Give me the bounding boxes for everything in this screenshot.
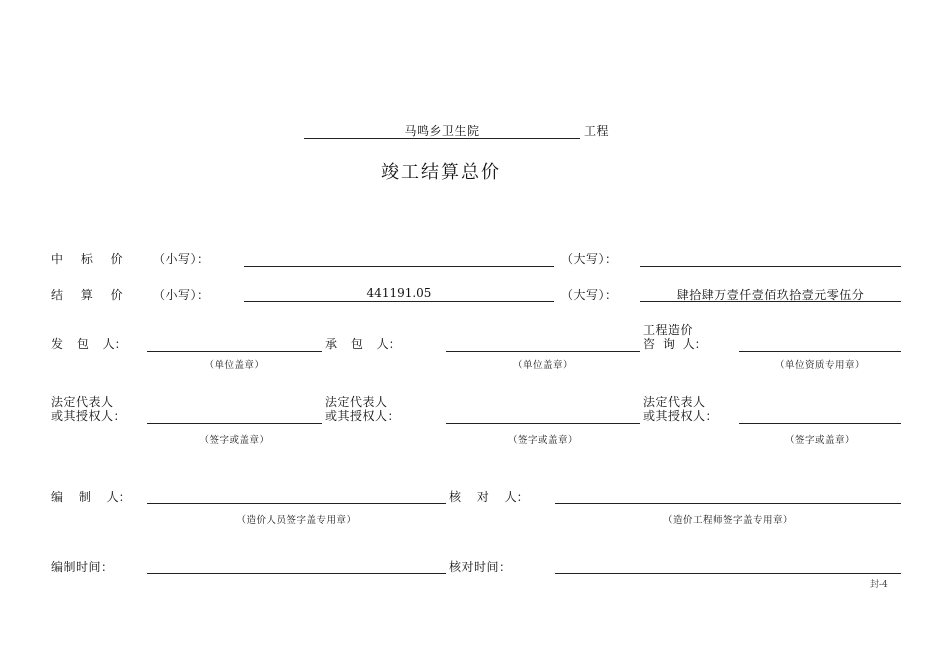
employer-label: [51, 335, 127, 352]
bid-price-label-text: 中 标 价: [51, 252, 123, 266]
settlement-lower-value: 441191.05: [366, 286, 432, 300]
checker-label: [449, 488, 529, 505]
page-code: 封-4: [870, 580, 888, 590]
employer-rep-line: [147, 423, 322, 424]
project-suffix: 工程: [584, 124, 610, 138]
compile-time-line: [147, 573, 446, 574]
compiler-label-text: 编 制 人：: [51, 490, 131, 504]
consultant-rep-note: （签字或盖章）: [784, 435, 855, 446]
employer-line: [147, 351, 322, 352]
contractor-line: [446, 351, 640, 352]
settlement-upper-label: （大写）：: [561, 288, 618, 302]
compiler-line: [147, 503, 446, 504]
bid-price-label: [51, 250, 123, 267]
consultant-rep-label-line1: 法定代表人: [643, 395, 706, 409]
contractor-rep-line: [446, 423, 640, 424]
checker-line: [555, 503, 901, 504]
bid-price-upper-label: （大写）：: [561, 252, 618, 266]
settlement-price-label: [51, 286, 123, 303]
contractor-rep-label-line1: 法定代表人: [325, 395, 388, 409]
employer-label-text: 发 包 人：: [51, 337, 127, 351]
contractor-rep-note: （签字或盖章）: [507, 435, 578, 446]
contractor-label: [325, 335, 401, 352]
settlement-lower-label: （小写）：: [153, 288, 210, 302]
employer-rep-note: （签字或盖章）: [199, 435, 270, 446]
bid-price-lower-line: [244, 266, 554, 267]
project-name: 马鸣乡卫生院: [404, 124, 480, 138]
bid-price-lower-label: （小写）：: [153, 252, 210, 266]
settlement-lower-line: [244, 301, 554, 302]
compile-time-label: 编制时间：: [51, 560, 114, 574]
consultant-note: （单位资质专用章）: [774, 360, 865, 371]
employer-rep-label-line2: 或其授权人：: [51, 409, 127, 423]
checker-note: （造价工程师签字盖专用章）: [662, 515, 793, 526]
contractor-note: （单位盖章）: [512, 360, 573, 371]
consultant-rep-line: [739, 423, 901, 424]
consultant-label-line2: [643, 335, 707, 352]
consultant-rep-label-line2: 或其授权人：: [643, 409, 719, 423]
compiler-label: [51, 488, 131, 505]
check-time-line: [555, 573, 901, 574]
consultant-label-line1: 工程造价: [643, 323, 694, 337]
consultant-label-line2-text: 咨 询 人：: [643, 337, 707, 351]
compiler-note: （造价人员签字盖专用章）: [236, 515, 357, 526]
checker-label-text: 核 对 人：: [449, 490, 529, 504]
page-title: 竣工结算总价: [381, 162, 501, 183]
check-time-label: 核对时间：: [449, 560, 512, 574]
bid-price-upper-line: [640, 266, 901, 267]
employer-rep-label-line1: 法定代表人: [51, 395, 114, 409]
contractor-rep-label-line2: 或其授权人：: [325, 409, 401, 423]
settlement-price-label-text: 结 算 价: [51, 288, 123, 302]
settlement-upper-value: 肆拾肆万壹仟壹佰玖拾壹元零伍分: [676, 288, 865, 302]
contractor-label-text: 承 包 人：: [325, 337, 401, 351]
employer-note: （单位盖章）: [204, 360, 265, 371]
consultant-line: [739, 351, 901, 352]
